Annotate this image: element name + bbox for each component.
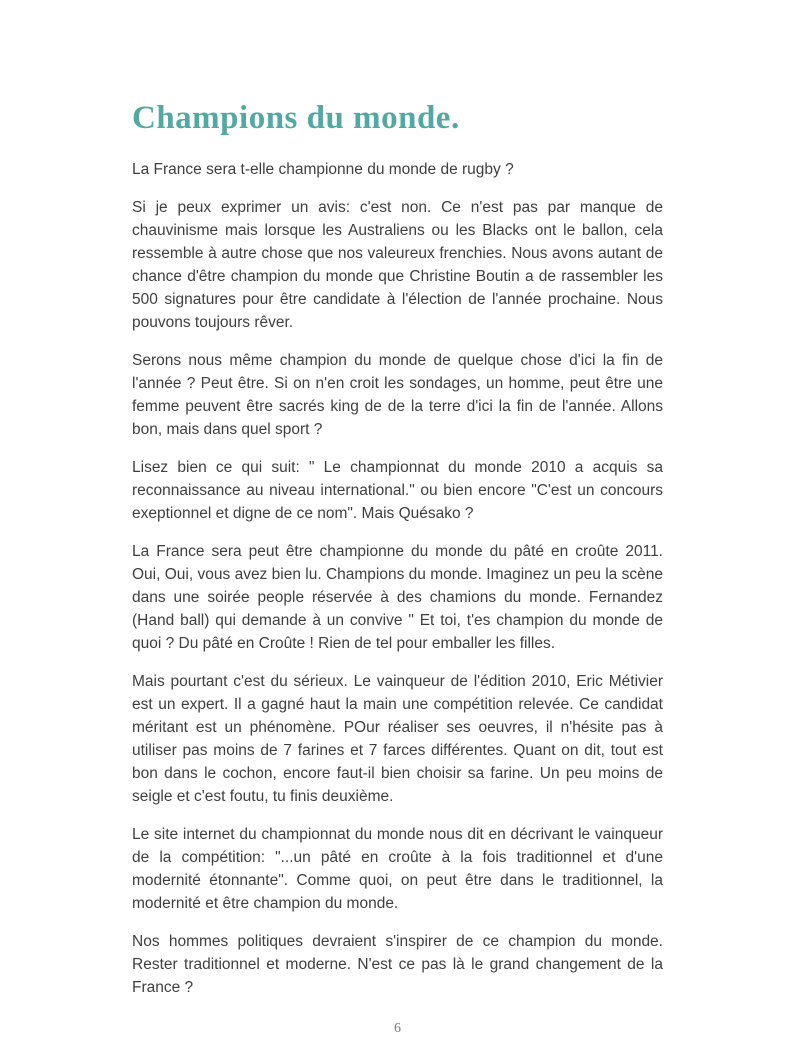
paragraph: Si je peux exprimer un avis: c'est non. Ce n'est pas par manque de chauvinisme mais lorsque les Australiens ou les Blacks ont le ballon, cela ressemble à autre chose que nos valeureux frenchies. Nous avons autant de chance d'être champion du monde que Christine Boutin a de rassembler les 500 signatures pour être candidate à l'élection de l'année prochaine. Nous pouvons toujours rêver. [132,199,663,332]
page-number: 6 [394,1021,401,1036]
paragraph: Nos hommes politiques devraient s'inspirer de ce champion du monde. Rester traditionnel et moderne. N'est ce pas là le grand changement de la France ? [132,933,663,997]
paragraph: Le site internet du championnat du monde nous dit en décrivant le vainqueur de la compétition: "...un pâté en croûte à la fois traditionnel et d'une modernité étonnante". Comme quoi, on peut être dans le traditionnel, la modernité et être champion du monde. [132,826,663,913]
paragraph: Lisez bien ce qui suit: " Le championnat du monde 2010 a acquis sa reconnaissance au niveau international." ou bien encore "C'est un concours exeptionnel et digne de ce nom". Mais Quésako ? [132,459,663,523]
paragraph: La France sera peut être championne du monde du pâté en croûte 2011. Oui, Oui, vous avez bien lu. Champions du monde. Imaginez un peu la scène dans une soirée people réservée à des chamions du monde. Fernandez (Hand ball) qui demande à un convive " Et toi, t'es champion du monde de quoi ? Du pâté en Croûte ! Rien de tel pour emballer les filles. [132,543,663,653]
document-content [132,0,663,1014]
paragraph: La France sera t-elle championne du monde de rugby ? [132,161,514,179]
paragraph: Mais pourtant c'est du sérieux. Le vainqueur de l'édition 2010, Eric Métivier est un expert. Il a gagné haut la main une compétition relevée. Ce candidat méritant est un phénomène. POur réaliser ses oeuvres, il n'hésite pas à utiliser pas moins de 7 farines et 7 farces différentes. Quant on dit, tout est bon dans le cochon, encore faut-il bien choisir sa farine. Un peu moins de seigle et c'est foutu, tu finis deuxième. [132,673,663,806]
page-footer [0,1019,795,1037]
page-title: Champions du monde. [132,100,460,136]
paragraph: Serons nous même champion du monde de quelque chose d'ici la fin de l'année ? Peut être. Si on n'en croit les sondages, un homme, peut être une femme peuvent être sacrés king de de la terre d'ici la fin de l'année. Allons bon, mais dans quel sport ? [132,352,663,439]
